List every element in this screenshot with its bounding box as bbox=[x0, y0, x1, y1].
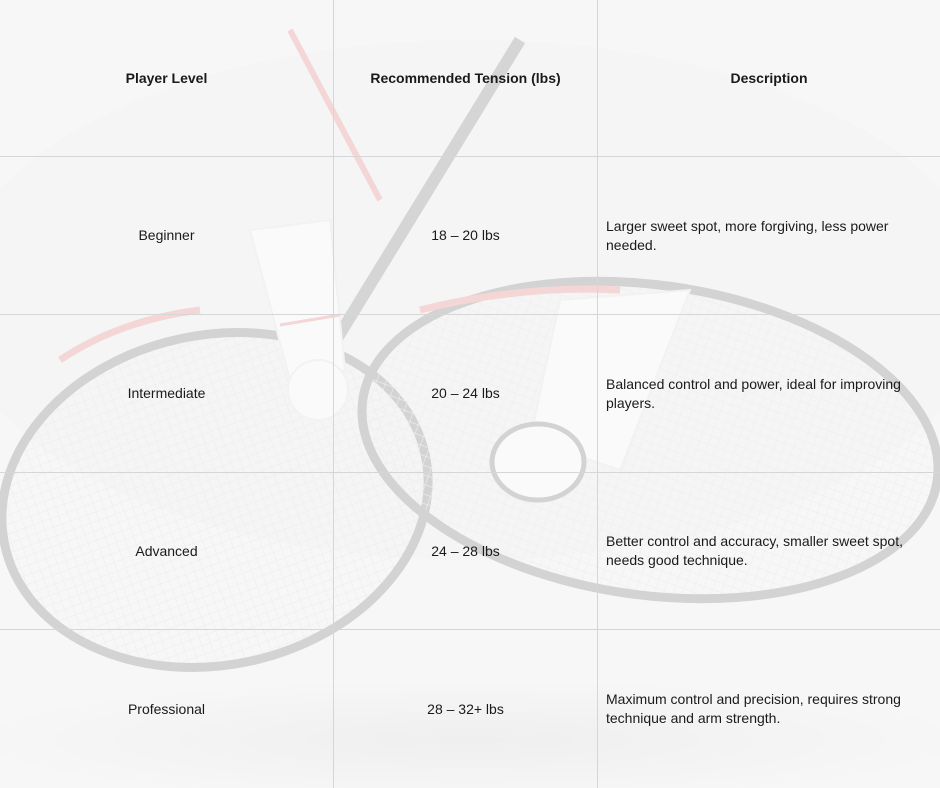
header-recommended-tension: Recommended Tension (lbs) bbox=[334, 0, 598, 157]
header-description: Description bbox=[598, 0, 940, 157]
table-cell-tension: 20 – 24 lbs bbox=[334, 315, 598, 473]
table-cell-level: Advanced bbox=[0, 473, 334, 630]
table-cell-level: Professional bbox=[0, 630, 334, 788]
table-cell-tension: 28 – 32+ lbs bbox=[334, 630, 598, 788]
table-cell-tension: 18 – 20 lbs bbox=[334, 157, 598, 315]
table-cell-description: Better control and accuracy, smaller sweet spot, needs good technique. bbox=[598, 473, 940, 630]
table-cell-level: Intermediate bbox=[0, 315, 334, 473]
table-cell-description: Balanced control and power, ideal for improving players. bbox=[598, 315, 940, 473]
table-cell-description: Larger sweet spot, more forgiving, less power needed. bbox=[598, 157, 940, 315]
table-cell-tension: 24 – 28 lbs bbox=[334, 473, 598, 630]
table-cell-description: Maximum control and precision, requires strong technique and arm strength. bbox=[606, 691, 901, 726]
table-cell-level: Beginner bbox=[0, 157, 334, 315]
header-player-level: Player Level bbox=[0, 0, 334, 157]
